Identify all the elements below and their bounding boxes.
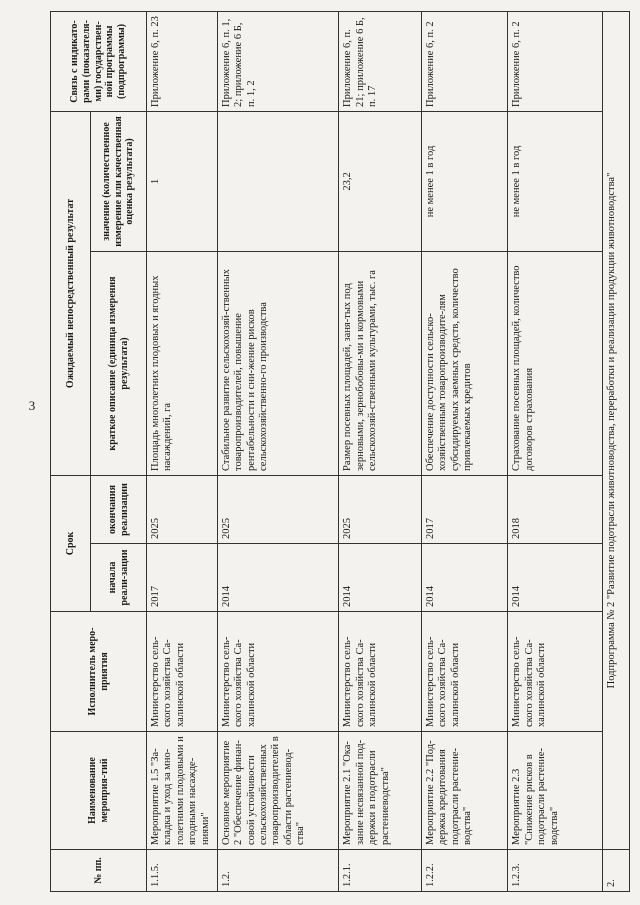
row-start: 2014 <box>339 544 421 612</box>
row-num: 1.1.5. <box>147 850 218 892</box>
row-num: 1.2. <box>217 850 339 892</box>
row-value: не менее 1 в год <box>508 111 603 251</box>
subprogram-num: 2. <box>603 850 630 892</box>
row-executor: Министерство сель-ского хозяйства Са-халинской области <box>508 612 603 732</box>
table-row <box>147 11 218 891</box>
row-desc: Размер посевных площадей, заня-тых под зерновыми, зернобобовы-ми и кормовыми сельскохозяй-ственными культурами, тыс. га <box>339 251 421 475</box>
row-value: 23,2 <box>339 111 421 251</box>
row-desc: Стабильное развитие сельскохозяй-ственных товаропроизводителей, повышение рентабельности и сни-жение рисков сельскохозяйственно-го производства <box>217 251 339 475</box>
row-end: 2017 <box>421 475 508 543</box>
header-term-start: начала реали-зации <box>91 544 147 612</box>
row-link: Приложение 6, п. 23 <box>147 11 218 111</box>
row-desc: Обеспечение доступности сельско-хозяйственным товаропроизводите-лям субсидируемых заемных средств, количество привлекаемых кредитов <box>421 251 508 475</box>
row-start: 2014 <box>217 544 339 612</box>
row-end: 2025 <box>339 475 421 543</box>
header-name: Наименование мероприя-тий <box>51 732 147 850</box>
row-value: не менее 1 в год <box>421 111 508 251</box>
row-num: 1.2.2. <box>421 850 508 892</box>
row-end: 2025 <box>217 475 339 543</box>
table-row <box>421 11 508 891</box>
row-link: Приложение 6, п. 2 <box>508 11 603 111</box>
row-desc: Площадь многолетних плодовых и ягодных насаждений, га <box>147 251 218 475</box>
row-start: 2017 <box>147 544 218 612</box>
row-executor: Министерство сель-ского хозяйства Са-халинской области <box>339 612 421 732</box>
row-executor: Министерство сель-ского хозяйства Са-халинской области <box>421 612 508 732</box>
header-num: № пп. <box>51 850 147 892</box>
table-row <box>508 11 603 891</box>
row-end: 2025 <box>147 475 218 543</box>
row-start: 2014 <box>508 544 603 612</box>
subprogram-title: Подпрограмма № 2 "Развитие подотрасли животноводства, переработки и реализации продукции животноводства" <box>603 11 630 849</box>
row-start: 2014 <box>421 544 508 612</box>
header-term-end: окончания реализации <box>91 475 147 543</box>
row-link: Приложение 6, п. 21; приложение 6 Б, п. 17 <box>339 11 421 111</box>
row-name: Мероприятие 2.2 "Под-держка кредитования подотрасли растение-водства" <box>421 732 508 850</box>
measures-table <box>50 11 630 892</box>
subprogram-row <box>603 11 630 891</box>
page-number: 3 <box>28 398 36 413</box>
row-name: Мероприятие 2.1 "Ока-зание несвязанной под-держки в подотрасли растениеводства" <box>339 732 421 850</box>
header-row-1 <box>51 11 91 891</box>
header-result-value: значение (количественное измерение или качественная оценка результата) <box>91 111 147 251</box>
rotated-table-container <box>50 12 630 892</box>
table-row <box>217 11 339 891</box>
row-link: Приложение 6, п. 2 <box>421 11 508 111</box>
header-link: Связь с индикато-рами (показателя-ми) государствен-ной программы (подпрограммы) <box>51 11 147 111</box>
row-value: 1 <box>147 111 218 251</box>
header-result: Ожидаемый непосредственный результат <box>51 111 91 475</box>
row-num: 1.2.3. <box>508 850 603 892</box>
row-value <box>217 111 339 251</box>
header-term: Срок <box>51 475 91 611</box>
row-num: 1.2.1. <box>339 850 421 892</box>
row-executor: Министерство сель-ского хозяйства Са-халинской области <box>147 612 218 732</box>
row-name: Мероприятие 2.3 "Снижение рисков в подотрасли растение-водства" <box>508 732 603 850</box>
row-end: 2018 <box>508 475 603 543</box>
row-name: Основное мероприятие 2 "Обеспечение финан-совой устойчивости сельскохозяйственных товаропроизводителей в области растениевод-ства" <box>217 732 339 850</box>
header-executor: Исполнитель меро-приятия <box>51 612 147 732</box>
row-link: Приложение 6, п. 1, 2; приложение 6 Б, п. 1, 2 <box>217 11 339 111</box>
row-name: Мероприятие 1.5 "За-кладка и уход за мно-голетними плодовыми и ягодными насажде-ниями" <box>147 732 218 850</box>
table-row <box>339 11 421 891</box>
row-executor: Министерство сель-ского хозяйства Са-халинской области <box>217 612 339 732</box>
row-desc: Страхование посевных площадей, количество договоров страхования <box>508 251 603 475</box>
header-result-desc: краткое описание (единица измерения результата) <box>91 251 147 475</box>
